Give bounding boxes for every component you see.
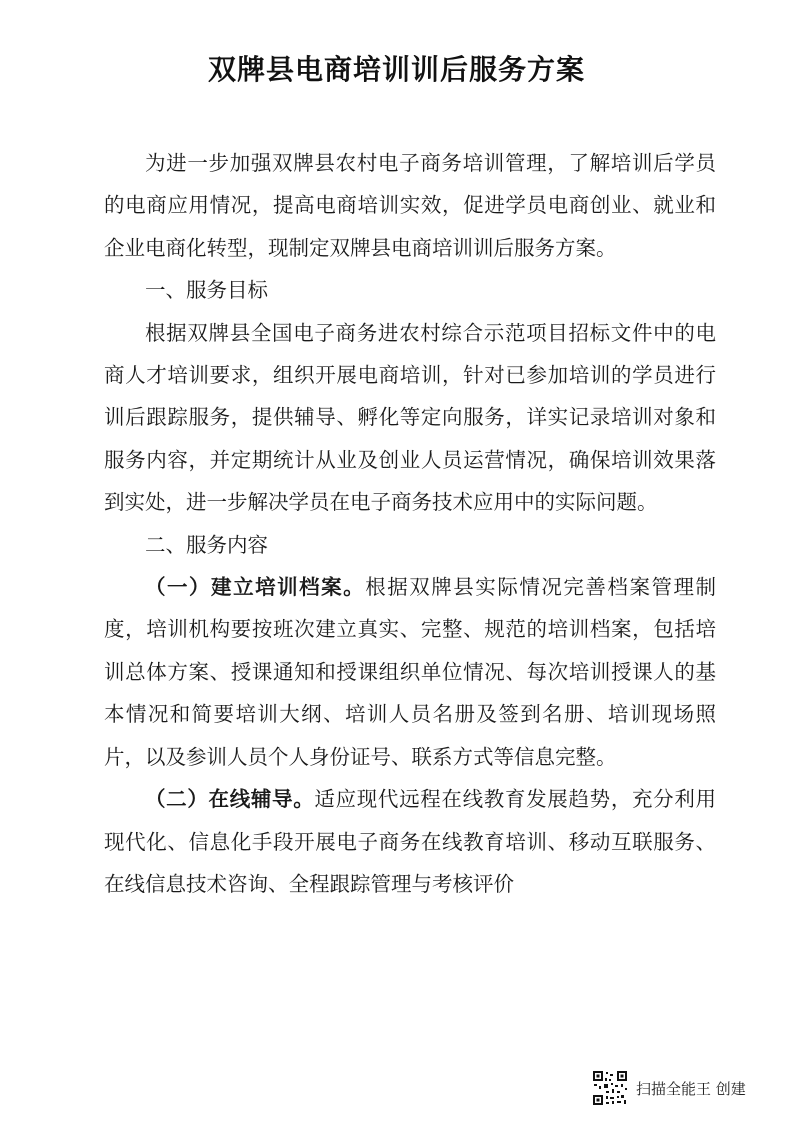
section-heading-goals: 一、服务目标 <box>145 278 268 303</box>
item-online-tutoring <box>104 778 716 905</box>
item-online-tutoring-text: 适应现代远程在线教育发展趋势，充分利用现代化、信息化手段开展电子商务在线教育培训、移动互联服务、在线信息技术咨询、全程跟踪管理与考核评价 <box>104 787 717 896</box>
item-training-archive-lead: （一）建立培训档案。 <box>145 575 366 600</box>
section-heading-content: 二、服务内容 <box>145 532 268 557</box>
document-body <box>104 142 716 905</box>
item-training-archive-text: 根据双牌县实际情况完善档案管理制度，培训机构要按班次建立真实、完整、规范的培训档案，包括培训总体方案、授课通知和授课组织单位情况、每次培训授课人的基本情况和简要培训大纲、培训人员名册及签到名册、培训现场照片，以及参训人员个人身份证号、联系方式等信息完整。 <box>104 575 717 769</box>
goals-paragraph: 根据双牌县全国电子商务进农村综合示范项目招标文件中的电商人才培训要求，组织开展电商培训，针对已参加培训的学员进行训后跟踪服务，提供辅导、孵化等定向服务，详实记录培训对象和服务内容，并定期统计从业及创业人员运营情况，确保培训效果落到实处，进一步解决学员在电子商务技术应用中的实际问题。 <box>104 320 716 515</box>
qr-code-icon <box>592 1070 628 1106</box>
document-title: 双牌县电商培训训后服务方案 <box>207 53 585 86</box>
item-training-archive <box>104 566 716 778</box>
scanner-watermark-label: 扫描全能王 创建 <box>636 1079 746 1098</box>
intro-paragraph: 为进一步加强双牌县农村电子商务培训管理，了解培训后学员的电商应用情况，提高电商培训实效，促进学员电商创业、就业和企业电商化转型，现制定双牌县电商培训训后服务方案。 <box>104 151 716 260</box>
scanner-watermark <box>592 1068 746 1108</box>
item-online-tutoring-lead: （二）在线辅导。 <box>145 787 315 812</box>
